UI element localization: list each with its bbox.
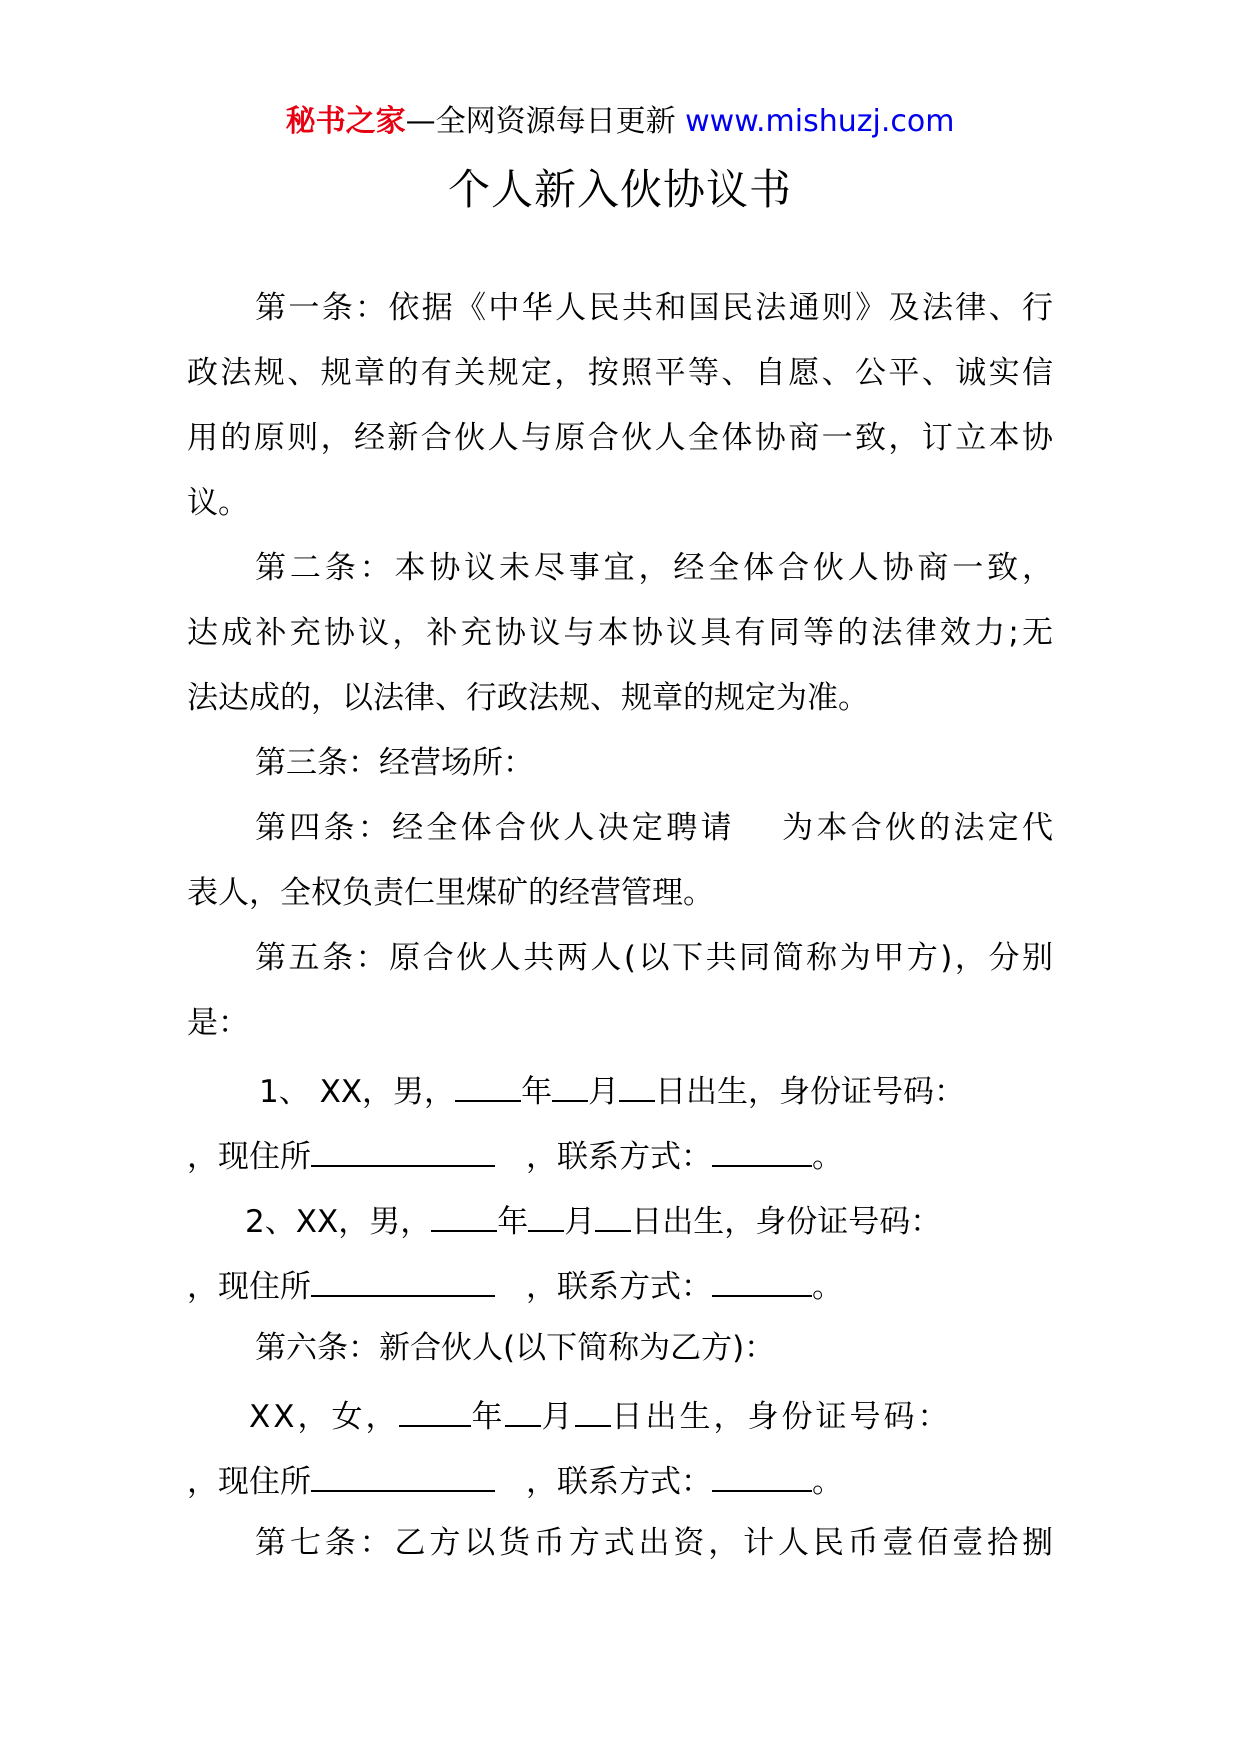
paragraph-line: 第六条：新合伙人(以下简称为乙方)： [255,1330,776,1366]
address-label: ，现住所 [187,1269,311,1305]
month-label: 月 [564,1204,596,1240]
paragraph-line: 达成补充协议，补充协议与本协议具有同等的法律效力;无 [187,615,1053,651]
partner-3-address-line [187,1458,1053,1523]
contact-label: ，联系方式： [526,1464,712,1500]
partner-3-line [187,1393,1053,1458]
partner-1-address-line [187,1133,1053,1198]
document-body [187,288,1053,1588]
birth-month-blank [552,1068,588,1102]
address-blank [311,1458,495,1492]
paragraph-line: 第七条：乙方以货币方式出资，计人民币壹佰壹拾捌 [255,1525,1053,1561]
paragraph-line: 第三条：经营场所： [255,745,534,781]
site-brand: 秘书之家 [285,104,406,139]
address-label: ，现住所 [187,1139,311,1175]
period: 。 [812,1139,843,1175]
contact-label: ，联系方式： [526,1139,712,1175]
contact-blank [712,1263,812,1297]
id-number-label: 日出生，身份证号码： [631,1204,942,1240]
paragraph-line: 表人，全权负责仁里煤矿的经营管理。 [187,875,714,911]
paragraph-line: 政法规、规章的有关规定，按照平等、自愿、公平、诚实信 [187,355,1053,391]
contact-blank [712,1133,812,1167]
year-label: 年 [497,1204,529,1240]
birth-year-blank [455,1068,521,1102]
birth-month-blank [505,1393,541,1427]
paragraph-line: 第一条：依据《中华人民共和国民法通则》及法律、行 [255,290,1053,326]
address-blank [311,1133,495,1167]
partner-2-address-line [187,1263,1053,1328]
site-url-link[interactable]: www.mishuzj.com [685,104,955,139]
id-number-label: 日出生，身份证号码： [655,1074,966,1110]
partner-2-line [187,1198,1053,1263]
period: 。 [812,1464,843,1500]
address-label: ，现住所 [187,1464,311,1500]
paragraph-line: 议。 [187,485,249,521]
birth-month-blank [528,1198,564,1232]
site-header [0,100,1240,144]
document-title: 个人新入伙协议书 [447,165,792,214]
address-blank [311,1263,495,1297]
period: 。 [812,1269,843,1305]
partner-1-name: 1、 XX，男， [259,1074,456,1110]
paragraph-line: 用的原则，经新合伙人与原合伙人全体协商一致，订立本协 [187,420,1053,456]
birth-day-blank [619,1068,655,1102]
year-label: 年 [521,1074,553,1110]
id-number-label: 日出生，身份证号码： [611,1399,952,1435]
paragraph-line: 是： [187,1005,249,1041]
contact-blank [712,1458,812,1492]
contact-label: ，联系方式： [526,1269,712,1305]
partner-3-name: XX，女， [249,1399,400,1435]
site-tagline: —全网资源每日更新 [405,104,676,139]
paragraph-line: 第五条：原合伙人共两人(以下共同简称为甲方)，分别 [255,940,1053,976]
birth-day-blank [595,1198,631,1232]
birth-year-blank [431,1198,497,1232]
partner-1-line [187,1068,1053,1133]
paragraph-line: 第二条：本协议未尽事宜，经全体合伙人协商一致， [255,550,1053,586]
year-label: 年 [471,1399,506,1435]
birth-year-blank [399,1393,471,1427]
paragraph-line: 第四条：经全体合伙人决定聘请 为本合伙的法定代 [255,810,1053,846]
month-label: 月 [541,1399,576,1435]
partner-2-name: 2、XX，男， [245,1204,432,1240]
paragraph-line: 法达成的，以法律、行政法规、规章的规定为准。 [187,680,869,716]
birth-day-blank [575,1393,611,1427]
month-label: 月 [588,1074,620,1110]
